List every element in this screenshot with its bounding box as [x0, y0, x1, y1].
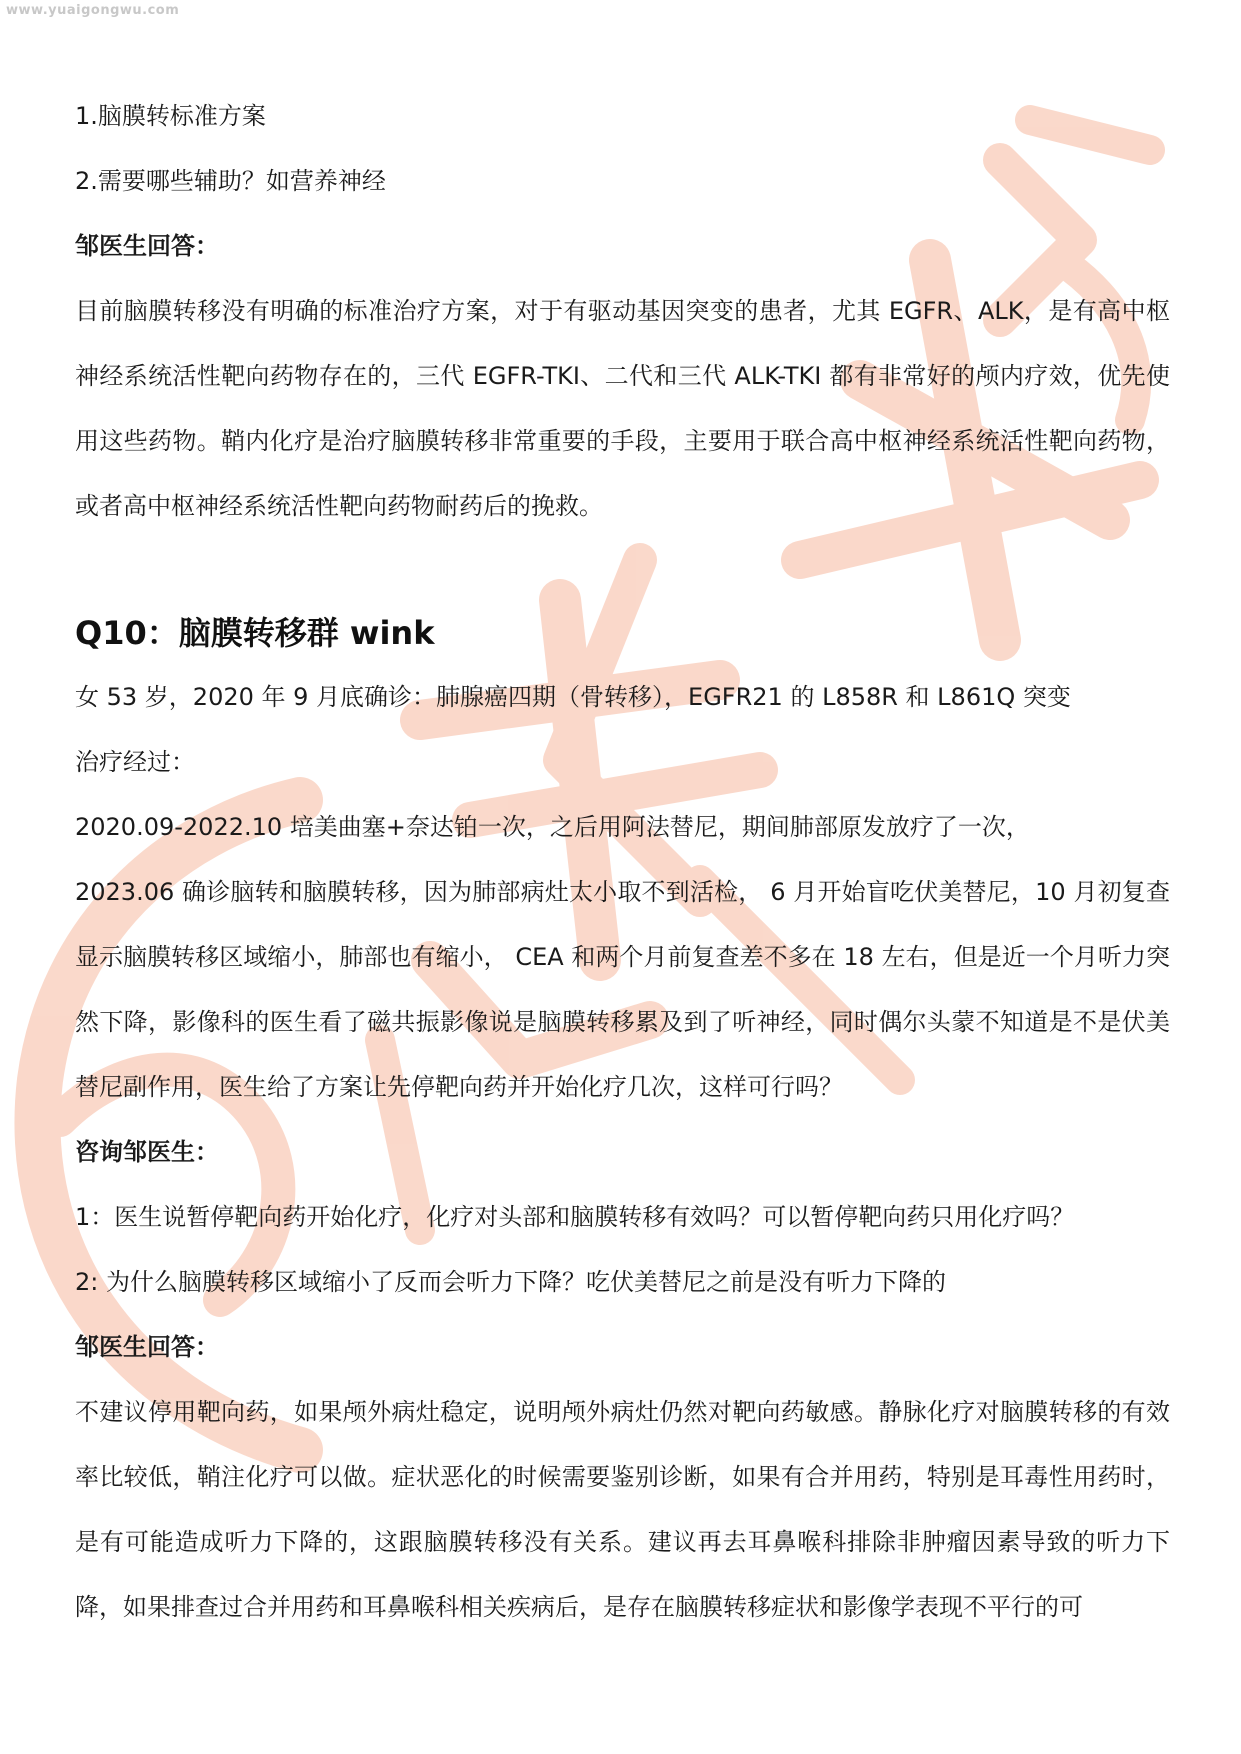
consult-question-2: 2: 为什么脑膜转移区域缩小了反而会听力下降？吃伏美替尼之前是没有听力下降的 [75, 1268, 946, 1296]
question-2: 2.需要哪些辅助？如营养神经 [75, 167, 386, 195]
q10-answer-paragraph: 不建议停用靶向药，如果颅外病灶稳定，说明颅外病灶仍然对靶向药敏感。静脉化疗对脑膜转移的有效率比较低，鞘注化疗可以做。症状恶化的时候需要鉴别诊断，如果有合并用药，特别是耳毒性用药时，是有可能造成听力下降的，这跟脑膜转移没有关系。建议再去耳鼻喉科排除非肿瘤因素导致的听力下降，如果排查过合并用药和耳鼻喉科相关疾病后，是存在脑膜转移症状和影像学表现不平行的可 [75, 1398, 1170, 1621]
consult-label: 咨询邹医生： [75, 1138, 219, 1166]
consult-question-1: 1：医生说暂停靶向药开始化疗，化疗对头部和脑膜转移有效吗？可以暂停靶向药只用化疗吗？ [75, 1203, 1075, 1231]
site-url: www.yuaigongwu.com [6, 3, 180, 18]
question-1: 1.脑膜转标准方案 [75, 102, 266, 130]
treatment-history-2: 2023.06 确诊脑转和脑膜转移，因为肺部病灶太小取不到活检， 6 月开始盲吃伏美替尼，10 月初复查显示脑膜转移区域缩小，肺部也有缩小， CEA 和两个月前复查差不多在 18 左右，但是近一个月听力突然下降，影像科的医生看了磁共振影像说是脑膜转移累及到了听神经，同时偶尔头蒙不知道是不是伏美替尼副作用，医生给了方案让先停靶向药并开始化疗几次，这样可行吗？ [75, 878, 1170, 1101]
q10-answer-label: 邹医生回答： [75, 1333, 219, 1361]
answer-label: 邹医生回答： [75, 232, 219, 260]
treatment-history-1: 2020.09-2022.10 培美曲塞+奈达铂一次，之后用阿法替尼，期间肺部原发放疗了一次， [75, 813, 1030, 841]
document-body [75, 84, 1170, 1640]
patient-profile: 女 53 岁，2020 年 9 月底确诊：肺腺癌四期（骨转移），EGFR21 的 L858R 和 L861Q 突变 [75, 683, 1071, 711]
section-spacer [75, 539, 1170, 601]
treatment-label: 治疗经过： [75, 748, 195, 776]
answer-paragraph: 目前脑膜转移没有明确的标准治疗方案，对于有驱动基因突变的患者，尤其 EGFR、ALK，是有高中枢神经系统活性靶向药物存在的，三代 EGFR-TKI、二代和三代 ALK-TKI 都有非常好的颅内疗效，优先使用这些药物。鞘内化疗是治疗脑膜转移非常重要的手段，主要用于联合高中枢神经系统活性靶向药物，或者高中枢神经系统活性靶向药物耐药后的挽救。 [75, 297, 1170, 520]
q10-heading: Q10：脑膜转移群 wink [75, 614, 435, 652]
